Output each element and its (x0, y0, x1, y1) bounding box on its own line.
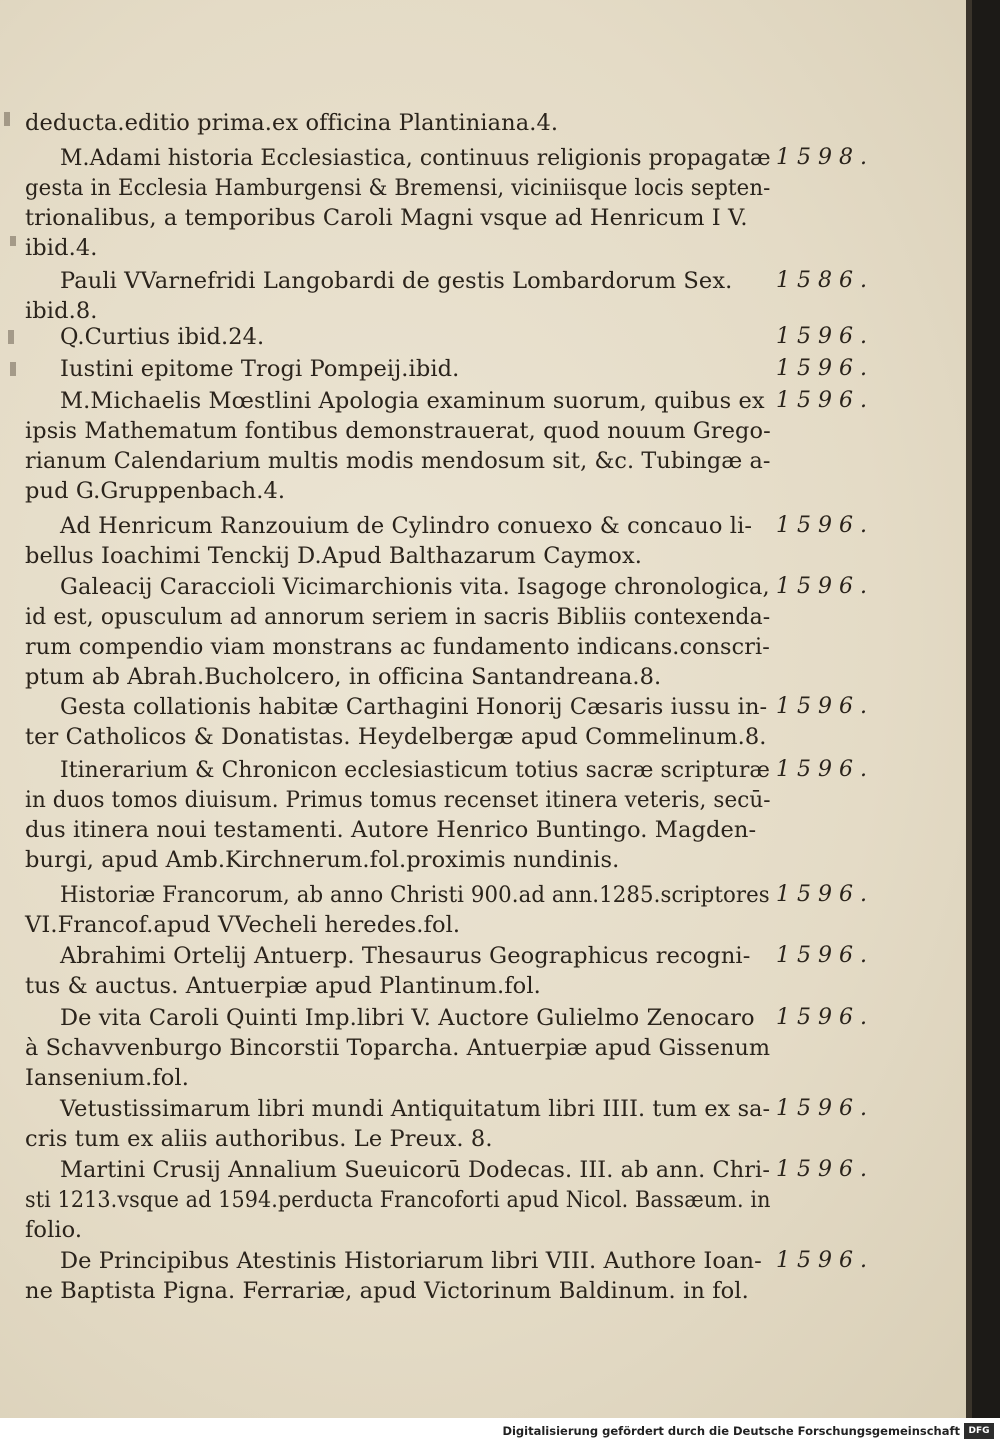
margin-mark (4, 112, 10, 126)
dfg-logo: DFG (964, 1423, 994, 1439)
entry-year: 1596. (776, 694, 874, 719)
margin-mark (8, 330, 14, 344)
entry-year: 1596. (776, 757, 874, 782)
entry-first-line: Historiæ Francorum, ab anno Christi 900.ad ann.1285.scriptores (60, 882, 770, 908)
entry-year: 1596. (776, 1096, 874, 1121)
margin-mark (10, 236, 16, 246)
margin-mark (10, 362, 16, 376)
entry-first-line: Abrahimi Ortelij Antuerp. Thesaurus Geographicus recogni- (60, 943, 751, 969)
funding-notice: Digitalisierung gefördert durch die Deutsche Forschungsgemeinschaft (502, 1424, 960, 1438)
entry-first-line: Galeacij Caraccioli Vicimarchionis vita. Isagoge chronologica, (60, 574, 770, 600)
entry-line: ne Baptista Pigna. Ferrariæ, apud Victorinum Baldinum. in fol. (25, 1278, 749, 1304)
entry-line: id est, opusculum ad annorum seriem in sacris Bibliis contexenda- (25, 604, 771, 630)
entry-line: ipsis Mathematum fontibus demonstrauerat, quod nouum Grego- (25, 418, 771, 444)
entry-line: ptum ab Abrah.Bucholcero, in officina Santandreana.8. (25, 664, 662, 690)
entry-first-line: Iustini epitome Trogi Pompeij.ibid. (60, 356, 460, 382)
entry-line: rianum Calendarium multis modis mendosum sit, &c. Tubingæ a- (25, 448, 771, 474)
entry-year: 1596. (776, 324, 874, 349)
entry-year: 1586. (776, 268, 874, 293)
entry-line: burgi, apud Amb.Kirchnerum.fol.proximis nundinis. (25, 847, 620, 873)
entry-line: tus & auctus. Antuerpiæ apud Plantinum.fol. (25, 973, 541, 999)
entry-line: Iansenium.fol. (25, 1065, 189, 1091)
entry-first-line: deducta.editio prima.ex officina Plantiniana.4. (25, 110, 559, 136)
entry-line: ibid.8. (25, 298, 98, 324)
entry-line: ter Catholicos & Donatistas. Heydelbergæ apud Commelinum.8. (25, 724, 767, 750)
entry-first-line: Itinerarium & Chronicon ecclesiasticum totius sacræ scripturæ (60, 757, 770, 783)
entry-first-line: Ad Henricum Ranzouium de Cylindro conuexo & concauo li- (60, 513, 753, 539)
entry-year: 1596. (776, 943, 874, 968)
entry-line: ibid.4. (25, 235, 98, 261)
entry-line: cris tum ex aliis authoribus. Le Preux. 8. (25, 1126, 493, 1152)
entry-year: 1596. (776, 1157, 874, 1182)
entry-first-line: De vita Caroli Quinti Imp.libri V. Auctore Gulielmo Zenocaro (60, 1005, 755, 1031)
entry-line: sti 1213.vsque ad 1594.perducta Francoforti apud Nicol. Bassæum. in (25, 1187, 771, 1213)
entry-line: rum compendio viam monstrans ac fundamento indicans.conscri- (25, 634, 770, 660)
entry-line: pud G.Gruppenbach.4. (25, 478, 286, 504)
entry-year: 1596. (776, 1248, 874, 1273)
entry-first-line: Q.Curtius ibid.24. (60, 324, 265, 350)
entry-line: bellus Ioachimi Tenckij D.Apud Balthazarum Caymox. (25, 543, 642, 569)
entry-year: 1596. (776, 574, 874, 599)
entry-first-line: Martini Crusij Annalium Sueuicorū Dodecas. III. ab ann. Chri- (60, 1157, 770, 1183)
entry-first-line: De Principibus Atestinis Historiarum libri VIII. Authore Ioan- (60, 1248, 762, 1274)
entry-first-line: M.Adami historia Ecclesiastica, continuus religionis propagatæ (60, 145, 771, 171)
entry-line: gesta in Ecclesia Hamburgensi & Bremensi, viciniisque locis septen- (25, 175, 771, 201)
entry-year: 1596. (776, 513, 874, 538)
footer-bar (0, 1418, 1000, 1446)
entry-line: in duos tomos diuisum. Primus tomus recenset itinera veteris, secū- (25, 787, 771, 813)
entry-first-line: Pauli VVarnefridi Langobardi de gestis Lombardorum Sex. (60, 268, 733, 294)
entry-year: 1596. (776, 388, 874, 413)
entry-line: folio. (25, 1217, 83, 1243)
entry-line: trionalibus, a temporibus Caroli Magni vsque ad Henricum I V. (25, 205, 748, 231)
entry-first-line: Gesta collationis habitæ Carthagini Honorij Cæsaris iussu in- (60, 694, 768, 720)
entry-year: 1596. (776, 356, 874, 381)
entry-first-line: M.Michaelis Mœstlini Apologia examinum suorum, quibus ex (60, 388, 765, 414)
entry-year: 1596. (776, 882, 874, 907)
page-edge (966, 0, 972, 1418)
entry-first-line: Vetustissimarum libri mundi Antiquitatum libri IIII. tum ex sa- (60, 1096, 771, 1122)
entry-year: 1598. (776, 145, 874, 170)
entry-line: VI.Francof.apud VVecheli heredes.fol. (25, 912, 461, 938)
entry-line: à Schavvenburgo Bincorstii Toparcha. Antuerpiæ apud Gissenum (25, 1035, 771, 1061)
entry-line: dus itinera noui testamenti. Autore Henrico Buntingo. Magden- (25, 817, 757, 843)
entry-year: 1596. (776, 1005, 874, 1030)
